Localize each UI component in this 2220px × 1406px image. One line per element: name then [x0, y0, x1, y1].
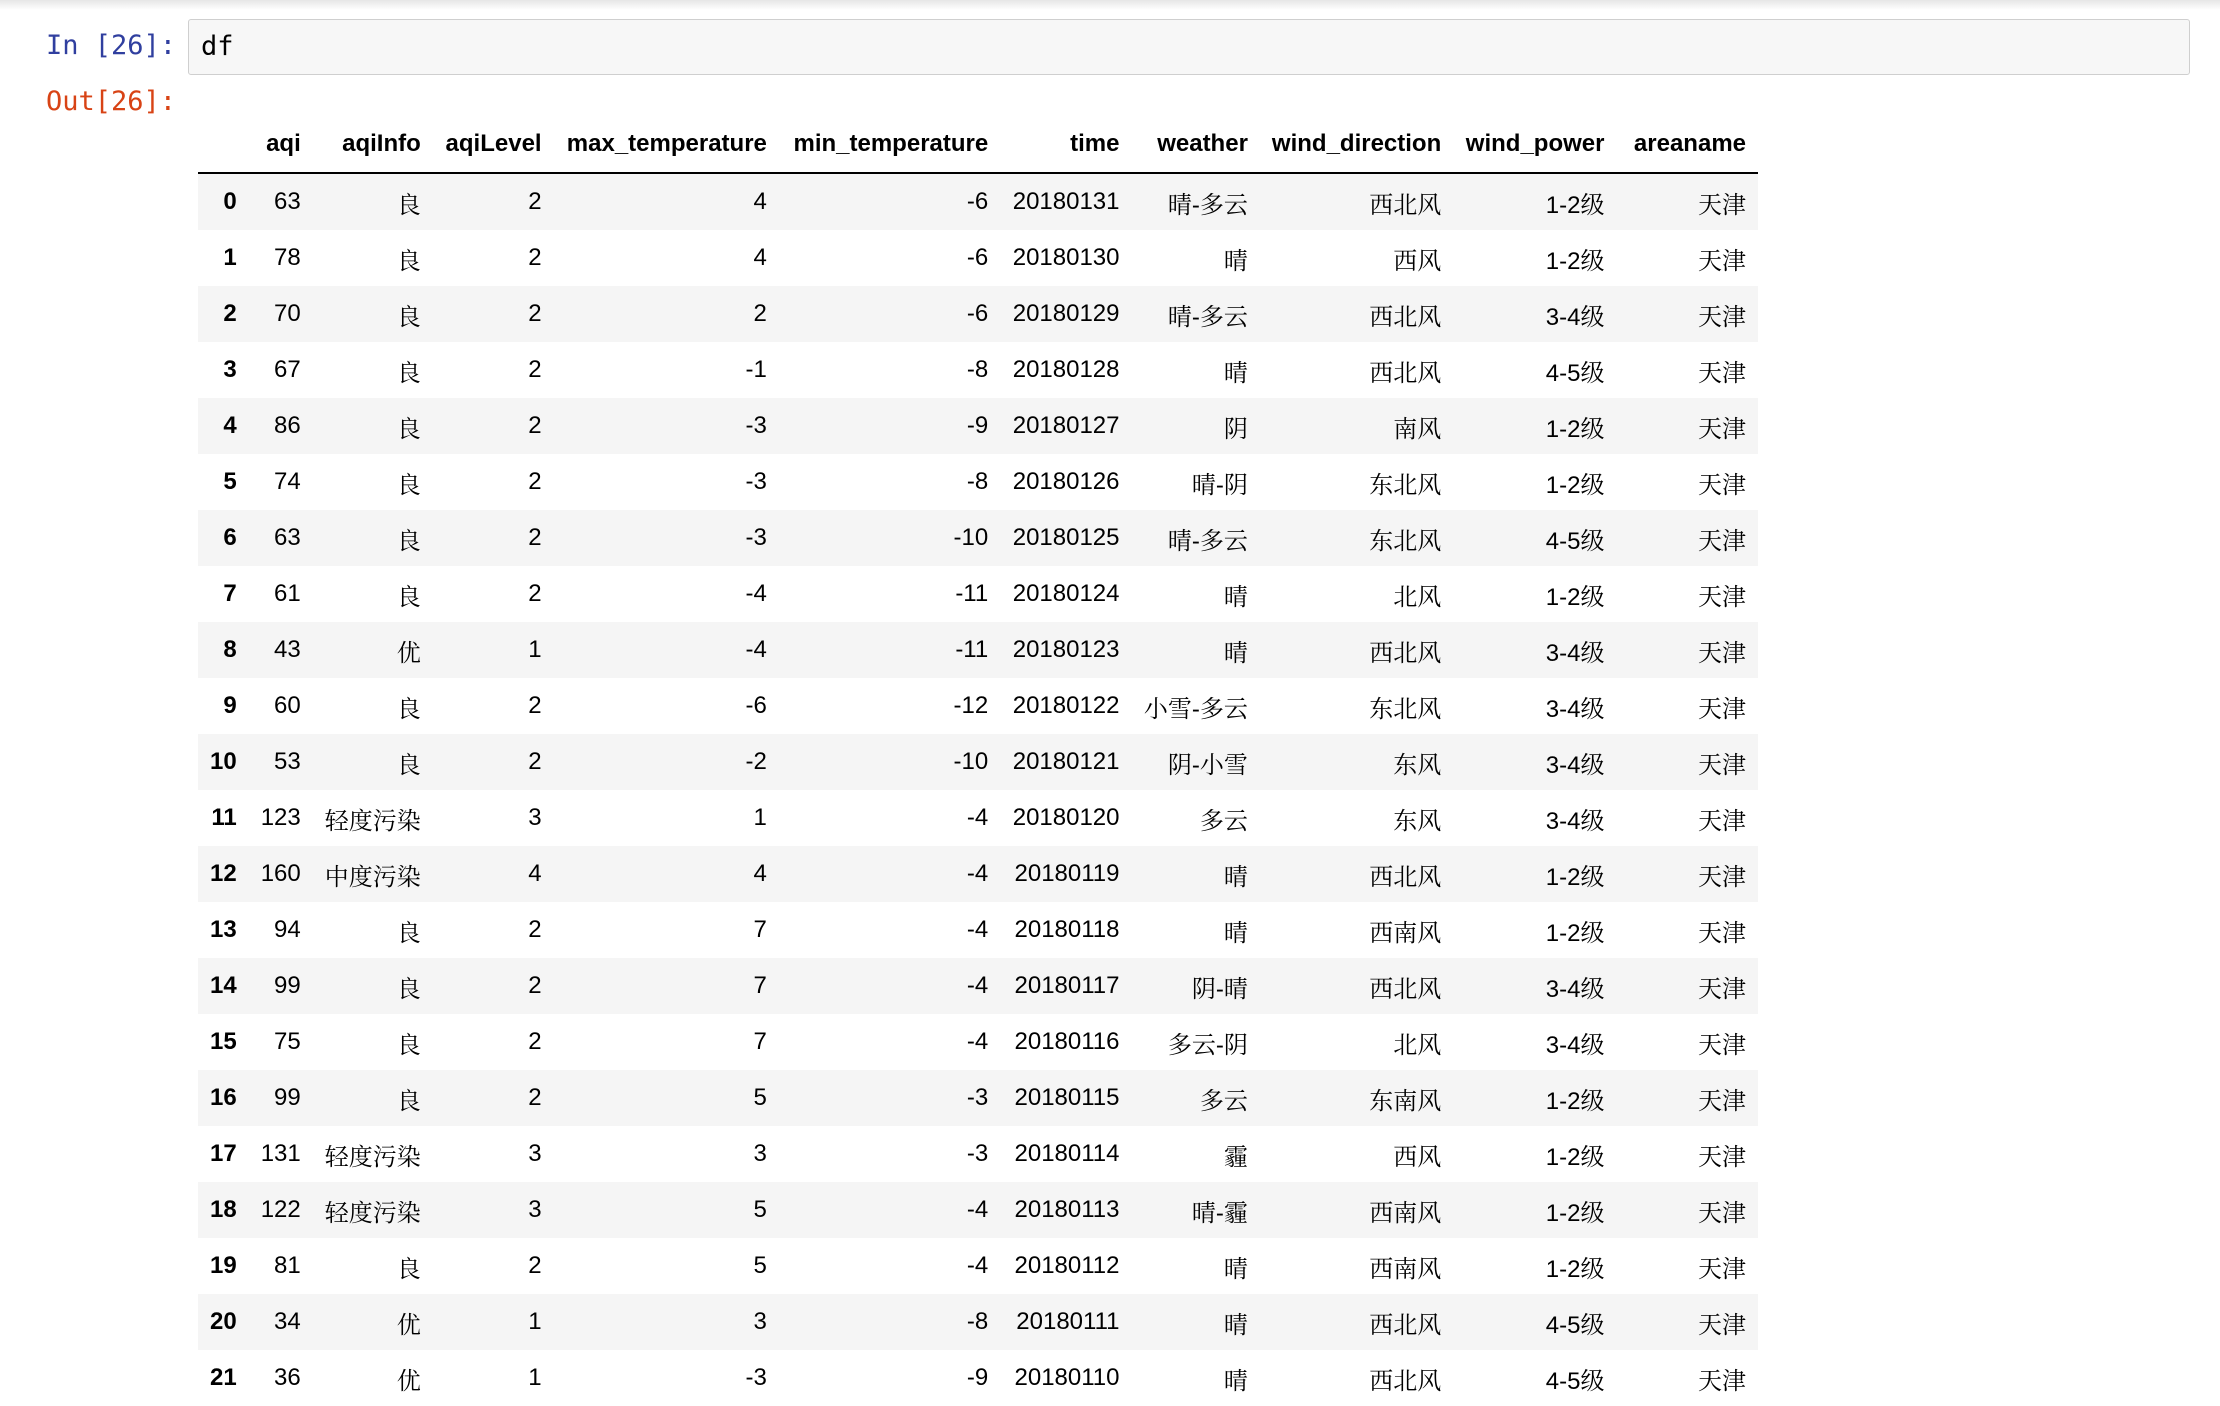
- table-cell: 南风: [1393, 415, 1442, 443]
- table-cell: 20180127: [1012, 412, 1120, 439]
- table-cell: 1-2级: [1545, 919, 1605, 947]
- table-cell: 天津: [1698, 1143, 1746, 1171]
- table-cell: 良: [396, 751, 421, 779]
- table-cell: 轻度污染: [324, 1199, 421, 1227]
- table-cell: 良: [396, 1087, 421, 1115]
- row-index: 9: [223, 692, 237, 719]
- table-cell: 20180115: [1014, 1084, 1120, 1111]
- table-cell: 63: [274, 524, 301, 551]
- table-cell: 3: [528, 804, 542, 831]
- table-cell: 34: [274, 1308, 301, 1335]
- table-cell: 2: [528, 300, 542, 327]
- row-index: 14: [210, 972, 237, 999]
- table-cell: 1-2级: [1545, 1255, 1605, 1283]
- row-index: 10: [210, 748, 237, 775]
- table-cell: 天津: [1698, 751, 1746, 779]
- table-cell: -8: [966, 1308, 989, 1335]
- table-cell: 北风: [1393, 1031, 1442, 1059]
- table-cell: 天津: [1698, 807, 1746, 835]
- table-row: [198, 622, 1758, 678]
- table-cell: 5: [753, 1196, 767, 1223]
- table-cell: 天津: [1698, 1311, 1746, 1339]
- table-cell: 7: [753, 1028, 767, 1055]
- row-index: 0: [223, 188, 237, 215]
- table-cell: 天津: [1698, 191, 1746, 219]
- table-cell: 2: [528, 1252, 542, 1279]
- table-cell: 2: [528, 748, 542, 775]
- table-cell: 20180129: [1012, 300, 1120, 327]
- table-row: [198, 1070, 1758, 1126]
- row-index: 13: [210, 916, 237, 943]
- row-index: 12: [210, 860, 237, 887]
- table-cell: 2: [528, 356, 542, 383]
- table-cell: 天津: [1698, 415, 1746, 443]
- table-cell: 1-2级: [1545, 1087, 1605, 1115]
- table-cell: 西北风: [1369, 863, 1442, 891]
- table-cell: 20180118: [1014, 916, 1120, 943]
- table-cell: 67: [274, 356, 301, 383]
- table-cell: 1-2级: [1545, 1143, 1605, 1171]
- column-header-min-temperature: min_temperature: [779, 116, 1000, 173]
- table-cell: 多云: [1199, 1087, 1248, 1115]
- table-cell: 东北风: [1369, 471, 1442, 499]
- table-cell: 天津: [1698, 863, 1746, 891]
- table-row: [198, 1126, 1758, 1182]
- table-cell: 天津: [1698, 1367, 1746, 1395]
- row-index: 2: [223, 300, 237, 327]
- table-cell: -4: [966, 972, 989, 999]
- table-cell: 70: [274, 300, 301, 327]
- table-row: [198, 678, 1758, 734]
- table-cell: 良: [396, 1255, 421, 1283]
- table-cell: -4: [745, 580, 767, 607]
- table-cell: 良: [396, 303, 421, 331]
- table-cell: 轻度污染: [324, 807, 421, 835]
- table-cell: 中度污染: [324, 863, 421, 891]
- table-cell: 1: [528, 1308, 542, 1335]
- row-index: 15: [210, 1028, 237, 1055]
- table-cell: 20180122: [1012, 692, 1120, 719]
- table-cell: 良: [396, 471, 421, 499]
- table-cell: -9: [966, 412, 989, 439]
- table-cell: 天津: [1698, 639, 1746, 667]
- table-row: [198, 1350, 1758, 1406]
- table-cell: 2: [528, 468, 542, 495]
- table-cell: -11: [955, 636, 989, 663]
- table-cell: -12: [953, 692, 989, 719]
- table-cell: 20180125: [1012, 524, 1120, 551]
- table-cell: 东风: [1393, 751, 1442, 779]
- table-cell: 20180111: [1016, 1308, 1120, 1335]
- table-cell: 阴-晴: [1191, 975, 1248, 1003]
- table-cell: 天津: [1698, 247, 1746, 275]
- table-cell: 1-2级: [1545, 191, 1605, 219]
- table-cell: 4: [753, 244, 767, 271]
- table-cell: 2: [528, 524, 542, 551]
- table-cell: 天津: [1698, 583, 1746, 611]
- table-cell: 优: [396, 1367, 421, 1395]
- table-cell: 20180130: [1012, 244, 1120, 271]
- table-cell: 晴: [1223, 919, 1248, 947]
- table-cell: 43: [274, 636, 301, 663]
- table-cell: 晴: [1223, 639, 1248, 667]
- table-cell: 良: [396, 975, 421, 1003]
- table-cell: 7: [753, 972, 767, 999]
- table-cell: 3: [753, 1308, 767, 1335]
- table-cell: 1-2级: [1545, 583, 1605, 611]
- table-cell: 北风: [1393, 583, 1442, 611]
- table-cell: 2: [528, 972, 542, 999]
- column-header-wind-direction: wind_direction: [1260, 116, 1453, 173]
- table-cell: 122: [260, 1196, 301, 1223]
- table-cell: 西南风: [1369, 1199, 1442, 1227]
- table-cell: 小雪-多云: [1143, 695, 1248, 723]
- table-body: [198, 173, 1758, 1406]
- table-cell: 天津: [1698, 919, 1746, 947]
- table-cell: -6: [966, 300, 989, 327]
- table-cell: 3-4级: [1545, 695, 1605, 723]
- table-cell: 3-4级: [1545, 975, 1605, 1003]
- table-header: [198, 116, 1758, 173]
- table-row: [198, 1238, 1758, 1294]
- table-row: [198, 1294, 1758, 1350]
- table-cell: 良: [396, 247, 421, 275]
- table-cell: 3-4级: [1545, 807, 1605, 835]
- table-cell: 63: [274, 188, 301, 215]
- table-cell: 3: [753, 1140, 767, 1167]
- table-cell: 2: [753, 300, 767, 327]
- table-row: [198, 566, 1758, 622]
- column-header-aqiInfo: aqiInfo: [313, 116, 433, 173]
- output-area: [198, 116, 1758, 1406]
- table-row: [198, 230, 1758, 286]
- table-cell: -3: [745, 1364, 767, 1391]
- table-cell: 晴-霾: [1191, 1199, 1248, 1227]
- table-cell: 阴-小雪: [1167, 751, 1248, 779]
- table-cell: 2: [528, 916, 542, 943]
- table-cell: 天津: [1698, 1087, 1746, 1115]
- table-row: [198, 173, 1758, 230]
- table-cell: 20180120: [1012, 804, 1120, 831]
- table-cell: 4-5级: [1545, 527, 1605, 555]
- table-cell: 75: [274, 1028, 301, 1055]
- table-cell: 20180123: [1012, 636, 1120, 663]
- table-cell: 良: [396, 919, 421, 947]
- table-cell: 3: [528, 1140, 542, 1167]
- table-cell: 20180112: [1014, 1252, 1120, 1279]
- column-header-areaname: areaname: [1616, 116, 1758, 173]
- table-cell: 良: [396, 527, 421, 555]
- table-cell: 西北风: [1369, 1367, 1442, 1395]
- dataframe-table: [198, 116, 1758, 1406]
- table-cell: 1: [753, 804, 767, 831]
- column-header-weather: weather: [1132, 116, 1260, 173]
- table-cell: 阴: [1223, 415, 1248, 443]
- table-cell: 2: [528, 244, 542, 271]
- table-cell: 天津: [1698, 1255, 1746, 1283]
- table-cell: -6: [966, 244, 989, 271]
- table-row: [198, 342, 1758, 398]
- column-header-time: time: [1000, 116, 1131, 173]
- table-row: [198, 1182, 1758, 1238]
- table-cell: 1: [528, 1364, 542, 1391]
- row-index: 3: [223, 356, 237, 383]
- table-cell: -4: [745, 636, 767, 663]
- table-cell: 优: [396, 639, 421, 667]
- row-index: 11: [211, 804, 237, 831]
- input-prompt: In [26]:: [45, 30, 176, 61]
- table-cell: -1: [745, 356, 767, 383]
- index-header: [198, 116, 249, 173]
- table-cell: 4-5级: [1545, 359, 1605, 387]
- table-cell: 20180131: [1012, 188, 1120, 215]
- table-cell: 霾: [1223, 1143, 1248, 1171]
- toolbar-shadow: [0, 0, 2220, 10]
- row-index: 17: [210, 1140, 237, 1167]
- table-cell: 78: [274, 244, 301, 271]
- table-cell: 20180126: [1012, 468, 1120, 495]
- table-cell: -8: [966, 468, 989, 495]
- table-cell: 晴: [1223, 863, 1248, 891]
- column-header-aqiLevel: aqiLevel: [433, 116, 554, 173]
- table-cell: 西风: [1393, 1143, 1442, 1171]
- table-cell: 2: [528, 1028, 542, 1055]
- table-row: [198, 958, 1758, 1014]
- table-cell: 天津: [1698, 975, 1746, 1003]
- table-cell: -4: [966, 1028, 989, 1055]
- table-cell: 2: [528, 412, 542, 439]
- table-cell: 东北风: [1369, 695, 1442, 723]
- table-cell: -4: [966, 1252, 989, 1279]
- row-index: 18: [210, 1196, 237, 1223]
- row-index: 1: [223, 244, 237, 271]
- table-cell: 3: [528, 1196, 542, 1223]
- table-cell: 东北风: [1369, 527, 1442, 555]
- table-cell: 天津: [1698, 695, 1746, 723]
- table-cell: 3-4级: [1545, 639, 1605, 667]
- table-cell: -6: [966, 188, 989, 215]
- table-cell: 西南风: [1369, 919, 1442, 947]
- table-cell: 天津: [1698, 1031, 1746, 1059]
- row-index: 21: [210, 1364, 237, 1391]
- column-header-max-temperature: max_temperature: [554, 116, 779, 173]
- table-cell: 2: [528, 580, 542, 607]
- table-cell: 86: [274, 412, 301, 439]
- table-cell: 60: [274, 692, 301, 719]
- table-cell: 99: [274, 1084, 301, 1111]
- table-cell: -3: [745, 412, 767, 439]
- table-cell: -8: [966, 356, 989, 383]
- row-index: 8: [223, 636, 237, 663]
- table-cell: 4-5级: [1545, 1367, 1605, 1395]
- table-cell: 天津: [1698, 1199, 1746, 1227]
- table-cell: 36: [274, 1364, 301, 1391]
- table-cell: 西北风: [1369, 1311, 1442, 1339]
- table-cell: 轻度污染: [324, 1143, 421, 1171]
- table-cell: 晴: [1223, 247, 1248, 275]
- table-cell: 晴: [1223, 1367, 1248, 1395]
- table-row: [198, 734, 1758, 790]
- table-cell: 天津: [1698, 303, 1746, 331]
- table-cell: 多云: [1199, 807, 1248, 835]
- table-cell: -4: [966, 1196, 989, 1223]
- table-cell: 西风: [1393, 247, 1442, 275]
- table-cell: 良: [396, 695, 421, 723]
- table-cell: -9: [966, 1364, 989, 1391]
- row-index: 6: [223, 524, 237, 551]
- table-cell: 良: [396, 191, 421, 219]
- table-row: [198, 902, 1758, 958]
- table-cell: 20180114: [1014, 1140, 1120, 1167]
- table-row: [198, 286, 1758, 342]
- table-cell: 西北风: [1369, 975, 1442, 1003]
- table-cell: 天津: [1698, 359, 1746, 387]
- table-cell: 5: [753, 1252, 767, 1279]
- table-cell: 160: [260, 860, 301, 887]
- table-cell: 61: [274, 580, 301, 607]
- table-cell: 20180124: [1012, 580, 1120, 607]
- table-cell: -3: [745, 524, 767, 551]
- table-cell: 20180113: [1014, 1196, 1120, 1223]
- table-cell: 天津: [1698, 471, 1746, 499]
- table-cell: -2: [745, 748, 767, 775]
- table-cell: 天津: [1698, 527, 1746, 555]
- table-cell: 晴-多云: [1167, 527, 1248, 555]
- table-cell: 晴: [1223, 1255, 1248, 1283]
- table-cell: 4: [528, 860, 542, 887]
- table-cell: 1-2级: [1545, 415, 1605, 443]
- table-cell: -4: [966, 916, 989, 943]
- table-cell: 良: [396, 583, 421, 611]
- table-cell: 东风: [1393, 807, 1442, 835]
- table-row: [198, 1014, 1758, 1070]
- row-index: 16: [210, 1084, 237, 1111]
- table-cell: 4-5级: [1545, 1311, 1605, 1339]
- table-cell: -3: [966, 1084, 989, 1111]
- table-cell: 良: [396, 415, 421, 443]
- table-cell: 东南风: [1369, 1087, 1442, 1115]
- table-cell: 1-2级: [1545, 247, 1605, 275]
- table-cell: 良: [396, 1031, 421, 1059]
- table-row: [198, 790, 1758, 846]
- table-cell: 西北风: [1369, 191, 1442, 219]
- table-cell: 良: [396, 359, 421, 387]
- table-cell: 20180110: [1014, 1364, 1120, 1391]
- table-row: [198, 398, 1758, 454]
- header-row: [198, 116, 1758, 173]
- table-cell: 131: [260, 1140, 301, 1167]
- table-cell: 晴-多云: [1167, 191, 1248, 219]
- table-cell: -10: [953, 748, 989, 775]
- table-cell: 1-2级: [1545, 1199, 1605, 1227]
- table-row: [198, 846, 1758, 902]
- table-cell: 3-4级: [1545, 1031, 1605, 1059]
- table-cell: 4: [753, 860, 767, 887]
- table-cell: 2: [528, 1084, 542, 1111]
- table-cell: 53: [274, 748, 301, 775]
- table-cell: -3: [966, 1140, 989, 1167]
- table-cell: 20180119: [1014, 860, 1120, 887]
- column-header-aqi: aqi: [249, 116, 313, 173]
- table-cell: 4: [753, 188, 767, 215]
- table-cell: 晴-多云: [1167, 303, 1248, 331]
- table-cell: 20180121: [1012, 748, 1120, 775]
- table-cell: 西北风: [1369, 303, 1442, 331]
- table-cell: 晴-阴: [1191, 471, 1248, 499]
- row-index: 4: [223, 412, 237, 439]
- table-cell: 1-2级: [1545, 863, 1605, 891]
- table-cell: 1-2级: [1545, 471, 1605, 499]
- table-cell: 3-4级: [1545, 303, 1605, 331]
- table-cell: -6: [745, 692, 767, 719]
- table-cell: -4: [966, 860, 989, 887]
- table-cell: 晴: [1223, 1311, 1248, 1339]
- table-cell: 西北风: [1369, 359, 1442, 387]
- table-row: [198, 454, 1758, 510]
- row-index: 20: [210, 1308, 237, 1335]
- table-cell: 西南风: [1369, 1255, 1442, 1283]
- table-cell: 2: [528, 692, 542, 719]
- code-text[interactable]: df: [201, 31, 234, 62]
- row-index: 19: [210, 1252, 237, 1279]
- table-row: [198, 510, 1758, 566]
- table-cell: 81: [274, 1252, 301, 1279]
- table-cell: 123: [260, 804, 301, 831]
- table-cell: 优: [396, 1311, 421, 1339]
- table-cell: -3: [745, 468, 767, 495]
- row-index: 5: [223, 468, 237, 495]
- table-cell: 西北风: [1369, 639, 1442, 667]
- table-cell: -10: [953, 524, 989, 551]
- table-cell: -4: [966, 804, 989, 831]
- table-cell: 晴: [1223, 583, 1248, 611]
- row-index: 7: [223, 580, 237, 607]
- table-cell: 7: [753, 916, 767, 943]
- table-cell: 多云-阴: [1167, 1031, 1248, 1059]
- output-prompt: Out[26]:: [45, 86, 176, 117]
- column-header-wind-power: wind_power: [1453, 116, 1616, 173]
- table-cell: 20180117: [1014, 972, 1120, 999]
- table-cell: 74: [274, 468, 301, 495]
- table-cell: 20180128: [1012, 356, 1120, 383]
- table-cell: 2: [528, 188, 542, 215]
- table-cell: 94: [274, 916, 301, 943]
- table-cell: 99: [274, 972, 301, 999]
- table-cell: -11: [955, 580, 989, 607]
- table-cell: 20180116: [1014, 1028, 1120, 1055]
- table-cell: 1: [528, 636, 542, 663]
- table-cell: 晴: [1223, 359, 1248, 387]
- table-cell: 3-4级: [1545, 751, 1605, 779]
- code-input-area[interactable]: [188, 19, 2190, 75]
- table-cell: 5: [753, 1084, 767, 1111]
